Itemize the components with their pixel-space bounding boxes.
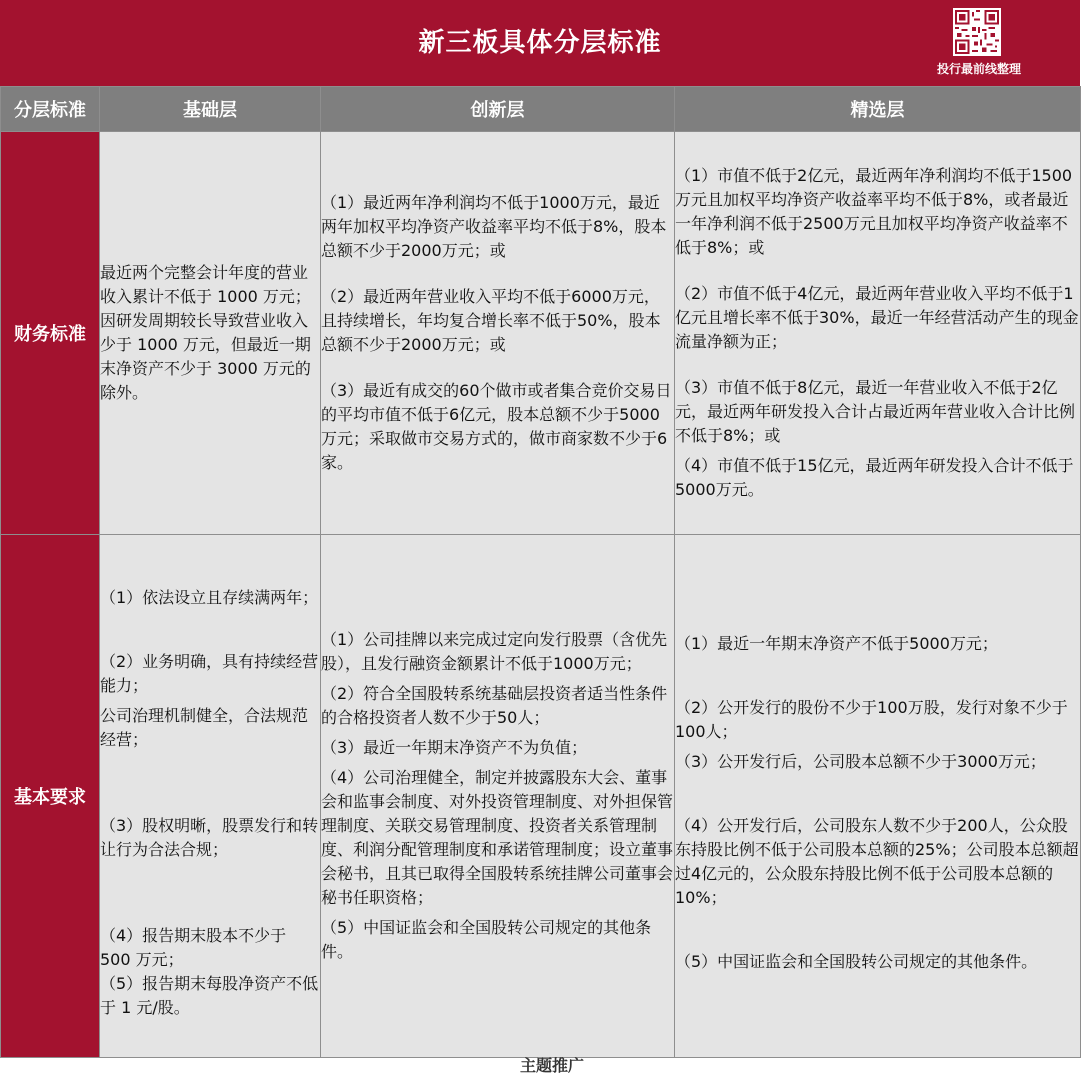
list-item: （5）中国证监会和全国股转公司规定的其他条件。 [675, 952, 1038, 971]
cell-basic-req-basic [100, 535, 321, 1058]
list-item: （1）最近两年净利润均不低于1000万元，最近两年加权平均净资产收益率平均不低于8%，股本总额不少于2000万元；或 [321, 193, 667, 260]
list-item: （2）市值不低于4亿元，最近两年营业收入平均不低于1亿元且增长率不低于30%，最近一年经营活动产生的现金流量净额为正； [675, 284, 1079, 351]
list-item: （4）市值不低于15亿元，最近两年研发投入合计不低于5000万元。 [675, 456, 1074, 499]
list-item: （3）最近有成交的60个做市或者集合竞价交易日的平均市值不低于6亿元，股本总额不少于5000万元；采取做市交易方式的，做市商家数不少于6家。 [321, 381, 672, 472]
table-header-row [1, 87, 1081, 132]
col-header-standard: 分层标准 [1, 87, 100, 132]
qr-code-icon [953, 8, 1001, 56]
list-item: （1）公司挂牌以来完成过定向发行股票（含优先股），且发行融资金额累计不低于1000万元； [321, 630, 668, 673]
qr-caption: 投行最前线整理 [936, 62, 1021, 76]
page-title: 新三板具体分层标准 [418, 28, 662, 58]
list-item: （2）公开发行的股份不少于100万股，发行对象不少于100人； [675, 698, 1068, 741]
col-header-select: 精选层 [675, 87, 1081, 132]
tier-standards-table [0, 86, 1081, 1058]
row-label-basic-requirements: 基本要求 [1, 535, 100, 1058]
row-label-financial: 财务标准 [1, 132, 100, 535]
list-item: （3）股权明晰，股票发行和转让行为合法合规； [100, 816, 319, 859]
table-row-financial [1, 132, 1081, 535]
footer-text-fragment: 主题推广 [520, 1056, 585, 1075]
col-header-innovation: 创新层 [321, 87, 675, 132]
col-header-basic: 基础层 [100, 87, 321, 132]
list-item: （1）市值不低于2亿元，最近两年净利润均不低于1500万元且加权平均净资产收益率平均不低于8%，或者最近一年净利润不低于2500万元且加权平均净资产收益率不低于8%；或 [675, 166, 1073, 257]
list-item: （2）业务明确，具有持续经营能力； [100, 652, 319, 695]
list-item: 最近两个完整会计年度的营业收入累计不低于 1000 万元；因研发周期较长导致营业收入少于 1000 万元，但最近一期末净资产不少于 3000 万元的除外。 [100, 263, 311, 402]
list-item: （2）最近两年营业收入平均不低于6000万元，且持续增长，年均复合增长率不低于50%，股本总额不少于2000万元；或 [321, 287, 661, 354]
cell-financial-innovation [321, 132, 675, 535]
list-item: （1）依法设立且存续满两年； [100, 588, 319, 607]
list-item: （2）符合全国股转系统基础层投资者适当性条件的合格投资者人数不少于50人； [321, 684, 668, 727]
list-item: （1）最近一年期末净资产不低于5000万元； [675, 634, 998, 653]
list-item: （3）最近一年期末净资产不为负值； [321, 738, 588, 757]
list-item: （5）报告期末每股净资产不低于 1 元/股。 [100, 974, 319, 1017]
cell-financial-select [675, 132, 1081, 535]
list-item: 公司治理机制健全，合法规范经营； [100, 706, 309, 749]
list-item: （4）公司治理健全，制定并披露股东大会、董事会和监事会制度、对外投资管理制度、对外担保管理制度、关联交易管理制度、投资者关系管理制度、利润分配管理制度和承诺管理制度；设立董事会秘书，且其已取得全国股转系统挂牌公司董事会秘书任职资格； [321, 768, 674, 907]
list-item: （3）公开发行后，公司股本总额不少于3000万元； [675, 752, 1046, 771]
cell-basic-req-innovation [321, 535, 675, 1058]
cell-financial-basic [100, 132, 321, 535]
list-item: （5）中国证监会和全国股转公司规定的其他条件。 [321, 918, 652, 961]
list-item: （4）公开发行后，公司股东人数不少于200人，公众股东持股比例不低于公司股本总额的25%；公司股本总额超过4亿元的，公众股东持股比例不低于公司股本总额的10%； [675, 816, 1079, 907]
list-item: （3）市值不低于8亿元，最近一年营业收入不低于2亿元，最近两年研发投入合计占最近两年营业收入合计比例不低于8%；或 [675, 378, 1076, 445]
cell-basic-req-select [675, 535, 1081, 1058]
list-item: （4）报告期末股本不少于 500 万元； [100, 926, 287, 969]
table-row-basic-requirements [1, 535, 1081, 1058]
